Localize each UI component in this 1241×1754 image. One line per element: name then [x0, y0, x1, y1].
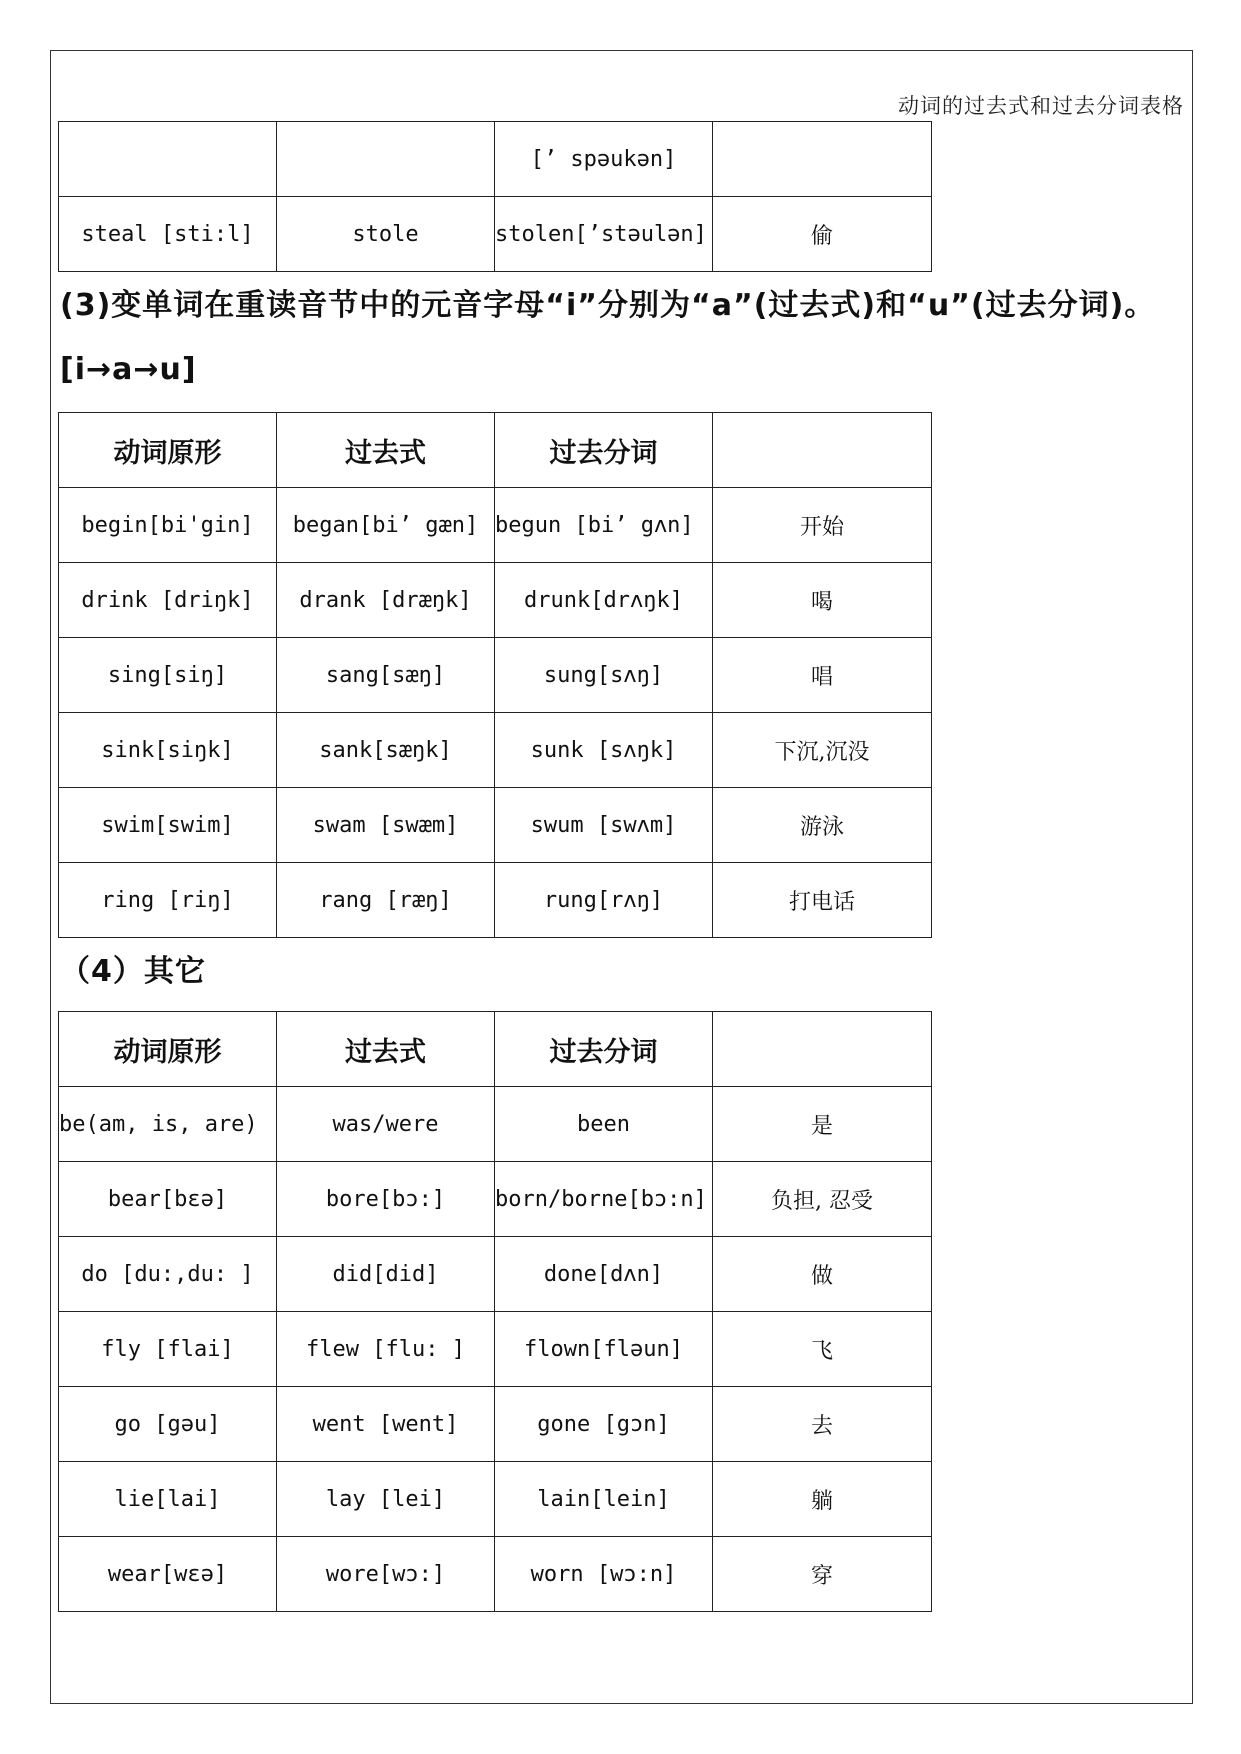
column-header-meaning [713, 1012, 932, 1087]
past-tense-cell: wore[wɔ:] [277, 1537, 495, 1612]
past-tense-cell: did[did] [277, 1237, 495, 1312]
base-form-cell: go [gəu] [59, 1387, 277, 1462]
table-row [59, 122, 932, 197]
past-tense-cell: bore[bɔ:] [277, 1162, 495, 1237]
past-tense-cell: was/were [277, 1087, 495, 1162]
past-tense-cell: began[bi’ gæn] [277, 488, 495, 563]
base-form-cell: bear[bɛə] [59, 1162, 277, 1237]
past-participle-cell: been [495, 1087, 713, 1162]
table-row [59, 1387, 932, 1462]
past-participle-cell: sung[sʌŋ] [495, 638, 713, 713]
base-form-cell: do [du:,du: ] [59, 1237, 277, 1312]
table-row [59, 488, 932, 563]
verb-table-others [58, 1011, 932, 1612]
column-header-past-tense: 过去式 [277, 1012, 495, 1087]
base-form-cell: lie[lai] [59, 1462, 277, 1537]
base-form-cell: steal [sti:l] [59, 197, 277, 272]
table-row [59, 788, 932, 863]
section-4-heading: （4）其它 [60, 954, 206, 989]
column-header-past-participle: 过去分词 [495, 413, 713, 488]
past-participle-cell: begun [bi’ gʌn] [495, 488, 713, 563]
past-tense-cell: sank[sæŋk] [277, 713, 495, 788]
meaning-cell: 偷 [713, 197, 932, 272]
base-form-cell: drink [driŋk] [59, 563, 277, 638]
meaning-cell: 打电话 [713, 863, 932, 938]
table-row [59, 563, 932, 638]
meaning-cell: 喝 [713, 563, 932, 638]
past-tense-cell: stole [277, 197, 495, 272]
meaning-cell: 唱 [713, 638, 932, 713]
running-header: 动词的过去式和过去分词表格 [898, 94, 1184, 118]
base-form-cell: sing[siŋ] [59, 638, 277, 713]
past-tense-cell: swam [swæm] [277, 788, 495, 863]
column-header-past-tense: 过去式 [277, 413, 495, 488]
past-participle-cell: born/borne[bɔ:n] [495, 1162, 713, 1237]
table-header-row [59, 413, 932, 488]
base-form-cell [59, 122, 277, 197]
verb-table-continued [58, 121, 932, 272]
meaning-cell: 飞 [713, 1312, 932, 1387]
table-row [59, 638, 932, 713]
table-row [59, 1162, 932, 1237]
table-header-row [59, 1012, 932, 1087]
table-row [59, 1537, 932, 1612]
meaning-cell: 开始 [713, 488, 932, 563]
column-header-meaning [713, 413, 932, 488]
table-row [59, 713, 932, 788]
past-tense-cell: sang[sæŋ] [277, 638, 495, 713]
past-tense-cell: lay [lei] [277, 1462, 495, 1537]
past-tense-cell: rang [ræŋ] [277, 863, 495, 938]
past-participle-cell: drunk[drʌŋk] [495, 563, 713, 638]
column-header-base-form: 动词原形 [59, 1012, 277, 1087]
base-form-cell: ring [riŋ] [59, 863, 277, 938]
past-tense-cell [277, 122, 495, 197]
table-row [59, 1462, 932, 1537]
past-participle-cell: sunk [sʌŋk] [495, 713, 713, 788]
table-row [59, 1312, 932, 1387]
base-form-cell: begin[bi'gin] [59, 488, 277, 563]
past-participle-cell: swum [swʌm] [495, 788, 713, 863]
past-participle-cell: flown[fləun] [495, 1312, 713, 1387]
past-tense-cell: flew [flu: ] [277, 1312, 495, 1387]
past-tense-cell: went [went] [277, 1387, 495, 1462]
past-participle-cell: [’ spəukən] [495, 122, 713, 197]
table-row [59, 863, 932, 938]
past-participle-cell: done[dʌn] [495, 1237, 713, 1312]
past-participle-cell: gone [gɔn] [495, 1387, 713, 1462]
verb-table-i-a-u [58, 412, 932, 938]
meaning-cell: 游泳 [713, 788, 932, 863]
past-tense-cell: drank [dræŋk] [277, 563, 495, 638]
past-participle-cell: rung[rʌŋ] [495, 863, 713, 938]
base-form-cell: wear[wɛə] [59, 1537, 277, 1612]
meaning-cell [713, 122, 932, 197]
section-3-heading: (3)变单词在重读音节中的元音字母“i”分别为“a”(过去式)和“u”(过去分词)。[i→a→u] [60, 288, 1156, 387]
meaning-cell: 穿 [713, 1537, 932, 1612]
column-header-base-form: 动词原形 [59, 413, 277, 488]
meaning-cell: 是 [713, 1087, 932, 1162]
meaning-cell: 下沉,沉没 [713, 713, 932, 788]
meaning-cell: 躺 [713, 1462, 932, 1537]
past-participle-cell: worn [wɔ:n] [495, 1537, 713, 1612]
base-form-cell: be(am, is, are) [59, 1087, 277, 1162]
table-row [59, 197, 932, 272]
base-form-cell: fly [flai] [59, 1312, 277, 1387]
column-header-past-participle: 过去分词 [495, 1012, 713, 1087]
base-form-cell: swim[swim] [59, 788, 277, 863]
past-participle-cell: stolen[’stəulən] [495, 197, 713, 272]
base-form-cell: sink[siŋk] [59, 713, 277, 788]
table-row [59, 1087, 932, 1162]
meaning-cell: 去 [713, 1387, 932, 1462]
meaning-cell: 负担, 忍受 [713, 1162, 932, 1237]
meaning-cell: 做 [713, 1237, 932, 1312]
past-participle-cell: lain[lein] [495, 1462, 713, 1537]
table-row [59, 1237, 932, 1312]
